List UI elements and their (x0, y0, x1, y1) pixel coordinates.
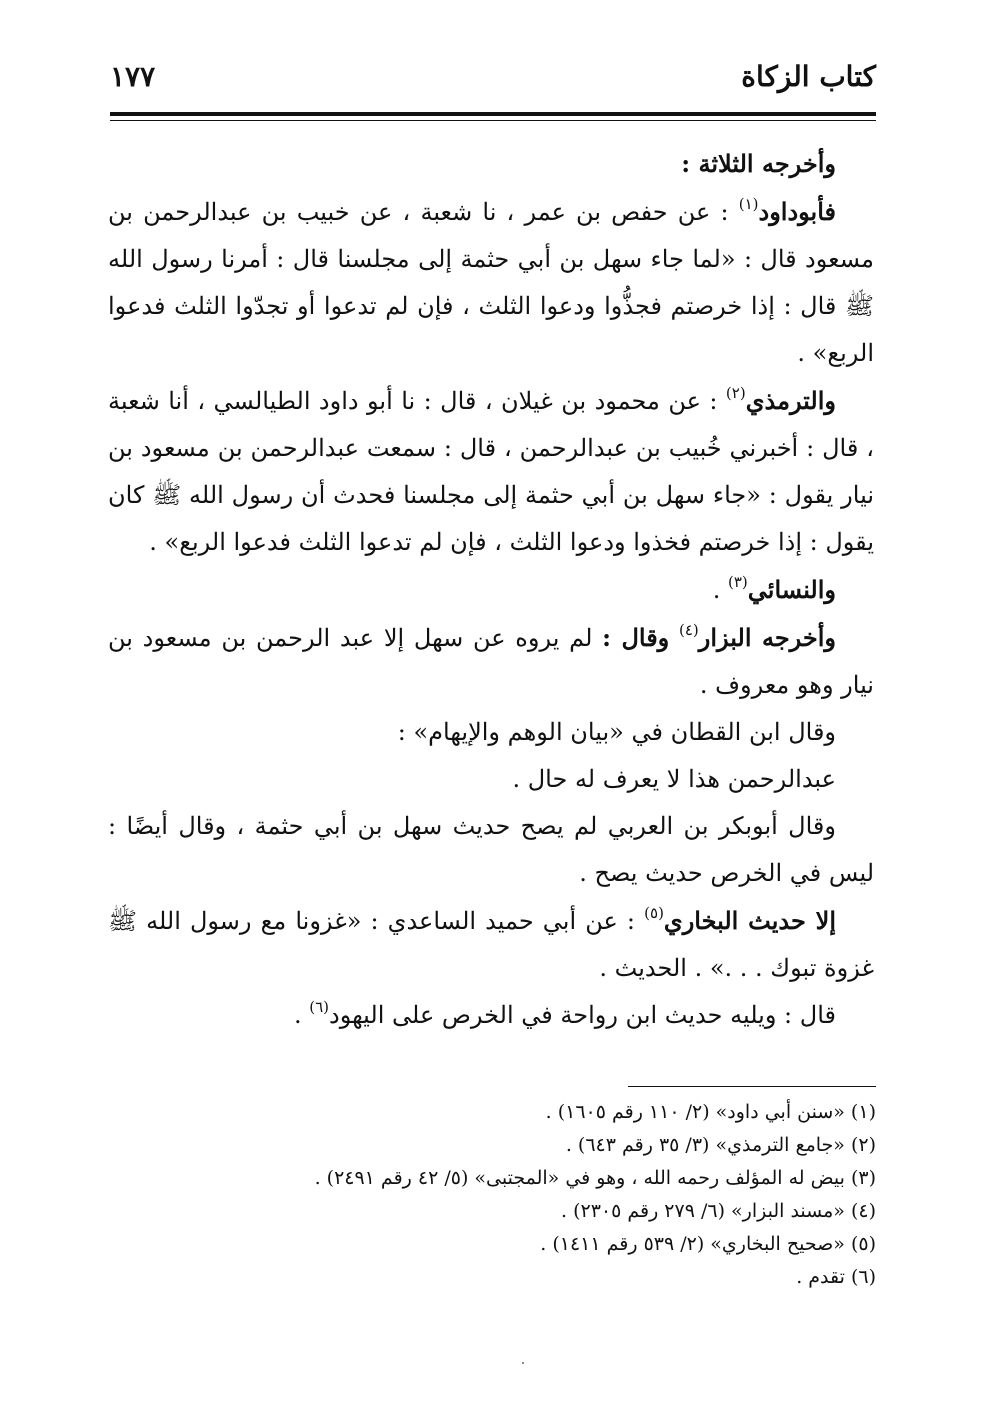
footnote-ref[interactable]: (١) (738, 195, 759, 213)
footnote-item: (٢) «جامع الترمذي» (٣/ ٣٥ رقم ٦٤٣) . (565, 1134, 876, 1156)
footnote-separator (628, 1086, 876, 1087)
footnotes (110, 1096, 876, 1294)
paragraph (108, 140, 874, 188)
footnote-ref[interactable]: (٤) (679, 621, 699, 639)
header-rule-thick (110, 112, 876, 116)
paragraph (108, 614, 874, 709)
paragraph (108, 377, 874, 566)
footnote-item: (٤) «مسند البزار» (٦/ ٢٧٩ رقم ٢٣٠٥) . (560, 1200, 876, 1222)
header-rule-thin (110, 120, 876, 121)
paragraph (108, 803, 874, 897)
footnote-item: (١) «سنن أبي داود» (٢/ ١١٠ رقم ١٦٠٥) . (545, 1101, 876, 1123)
paragraph (108, 992, 874, 1039)
paragraph-text: وقال ابن القطان في «بيان الوهم والإيهام» : (397, 718, 836, 746)
footnote-item: (٥) «صحيح البخاري» (٢/ ٥٣٩ رقم ١٤١١) . (540, 1233, 876, 1255)
paragraph-tail: . (293, 1001, 302, 1029)
paragraph-text: عبدالرحمن هذا لا يعرف له حال . (512, 765, 836, 793)
footnote-ref[interactable]: (٢) (725, 384, 746, 402)
footnote-ref[interactable]: (٣) (728, 573, 748, 591)
page-number: ١٧٧ (110, 60, 156, 93)
paragraph-text: : عن محمود بن غيلان ، قال : نا أبو داود الطيالسي ، أنا شعبة ، قال : أخبرني خُبيب بن عبدالرحمن ، قال : سمعت عبدالرحمن بن مسعود بن نيار يقول : «جاء سهل بن أبي حثمة إلى مجلسنا فحدث أن رسول الله ﷺ كان يقول : إذا خرصتم فخذوا ودعوا الثلث ، فإن لم تدعوا الثلث فدعوا الربع» . (108, 387, 874, 556)
page-header (110, 58, 876, 110)
paragraph-text: لم يروه عن سهل إلا عبد الرحمن بن مسعود بن نيار وهو معروف . (108, 624, 874, 699)
source-name: والترمذي (745, 386, 836, 415)
paragraph-text: وقال أبوبكر بن العربي لم يصح حديث سهل بن أبي حثمة ، وقال أيضًا : ليس في الخرص حديث يصح . (108, 812, 874, 887)
source-quote-lead: وقال : (602, 623, 670, 652)
print-speck (522, 1362, 524, 1364)
source-name: والنسائي (747, 575, 836, 604)
footnote-item: (٦) تقدم . (796, 1266, 876, 1288)
paragraph (108, 709, 874, 756)
paragraph-text: قال : ويليه حديث ابن رواحة في الخرص على اليهود (329, 1001, 836, 1029)
paragraph-text: : عن حفص بن عمر ، نا شعبة ، عن خبيب بن عبدالرحمن بن مسعود قال : «لما جاء سهل بن أبي حثمة إلى مجلسنا قال : أمرنا رسول الله ﷺ قال : إذا خرصتم فجذُّوا ودعوا الثلث ، فإن لم تدعوا أو تجدّوا الثلث فدعوا الربع» . (108, 198, 874, 367)
source-name: فأبوداود (758, 197, 836, 226)
paragraph (108, 756, 874, 803)
paragraph-text: . (712, 576, 721, 604)
chapter-title: كتاب الزكاة (741, 60, 876, 93)
main-text (108, 140, 874, 1039)
footnote-ref[interactable]: (٦) (309, 998, 329, 1016)
source-name: وأخرجه البزار (698, 623, 836, 652)
footnote-item: (٣) بيض له المؤلف رحمه الله ، وهو في «المجتبى» (٥/ ٤٢ رقم ٢٤٩١) . (314, 1167, 876, 1189)
source-name: إلا حديث البخاري (663, 906, 837, 935)
paragraph (108, 188, 874, 377)
paragraph (108, 897, 874, 992)
paragraph (108, 566, 874, 614)
paragraph-text: : عن أبي حميد الساعدي : «غزونا مع رسول الله ﷺ غزوة تبوك . . .» . الحديث . (108, 907, 874, 982)
paragraph-heading: وأخرجه الثلاثة : (681, 149, 836, 178)
footnote-ref[interactable]: (٥) (644, 904, 664, 922)
